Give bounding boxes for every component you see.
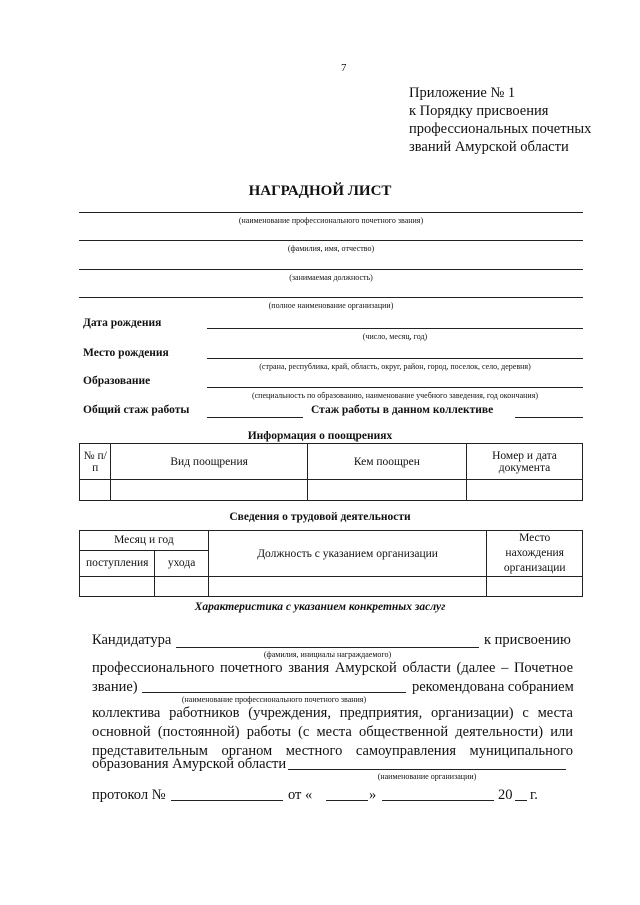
- candidacy-label: Кандидатура: [92, 632, 172, 648]
- birth-date-line[interactable]: [207, 328, 583, 329]
- organization-caption: (наименование организации): [377, 772, 477, 781]
- to-assign-label: к присвоению: [484, 632, 571, 648]
- work-cell[interactable]: [80, 577, 155, 597]
- education-caption: (специальность по образованию, наименование учебного заведения, год окончания): [251, 391, 539, 400]
- char-paragraph-4: образования Амурской области: [92, 756, 287, 772]
- protocol-number-line[interactable]: [171, 800, 283, 801]
- char-paragraph-2: основной (постоянной) работы (с места общественной деятельности) или: [92, 724, 573, 740]
- birth-place-caption: (страна, республика, край, область, округ, район, город, поселок, село, деревня): [259, 362, 531, 371]
- appendix-line-2: к Порядку присвоения: [409, 103, 549, 119]
- work-month-year-header: Месяц и год: [80, 531, 209, 551]
- honorary-title-line[interactable]: [142, 692, 406, 693]
- char-paragraph-3: представительным органом местного самоуправления муниципального: [92, 743, 573, 759]
- awards-header-cell: Кем поощрен: [307, 444, 466, 480]
- year-prefix: 20: [498, 787, 513, 803]
- org-caption: (полное наименование организации): [268, 301, 394, 310]
- birth-date-caption: (число, месяц, год): [362, 332, 428, 341]
- page-number: 7: [341, 62, 347, 74]
- quote-close: »: [369, 787, 377, 803]
- work-cell[interactable]: [155, 577, 208, 597]
- awards-cell[interactable]: [111, 480, 307, 501]
- work-cell[interactable]: [208, 577, 487, 597]
- recommended-label: рекомендована собранием: [412, 679, 574, 695]
- awards-header-cell: Номер и дата документа: [467, 444, 583, 480]
- awards-header-row: [80, 444, 583, 480]
- awards-header-cell: Вид поощрения: [111, 444, 307, 480]
- awards-cell[interactable]: [467, 480, 583, 501]
- work-start-header: поступления: [80, 550, 155, 576]
- characteristic-heading: Характеристика с указанием конкретных заслуг: [194, 601, 446, 613]
- appendix-block: [409, 84, 591, 156]
- work-empty-row: [80, 577, 583, 597]
- zvanie-label: звание): [92, 679, 138, 695]
- appendix-line-4: званий Амурской области: [409, 139, 569, 155]
- work-heading: Сведения о трудовой деятельности: [229, 511, 411, 523]
- awards-empty-row: [80, 480, 583, 501]
- from-label: от «: [288, 787, 313, 803]
- char-paragraph-1: коллектива работников (учреждения, предприятия, организации) с места: [92, 705, 573, 721]
- protocol-year-line[interactable]: [515, 800, 527, 801]
- appendix-line-3: профессиональных почетных: [409, 121, 592, 137]
- protocol-day-line[interactable]: [326, 800, 368, 801]
- organization-line[interactable]: [288, 769, 566, 770]
- position-caption: (занимаемая должность): [289, 273, 373, 282]
- protocol-label: протокол №: [92, 787, 166, 803]
- work-cell[interactable]: [487, 577, 583, 597]
- org-line[interactable]: [79, 297, 583, 298]
- awards-cell[interactable]: [307, 480, 466, 501]
- fio-caption: (фамилия, имя, отчество): [287, 244, 375, 253]
- awards-table: [79, 443, 583, 501]
- document-title: НАГРАДНОЙ ЛИСТ: [248, 183, 392, 199]
- education-label: Образование: [83, 375, 151, 387]
- protocol-month-line[interactable]: [382, 800, 494, 801]
- birth-place-label: Место рождения: [83, 347, 169, 359]
- awards-heading: Информация о поощрениях: [247, 430, 393, 442]
- char-line-2: профессионального почетного звания Амурской области (далее – Почетное: [92, 660, 573, 676]
- work-table: [79, 530, 583, 597]
- awards-cell[interactable]: [80, 480, 111, 501]
- title-name-line[interactable]: [79, 212, 583, 213]
- birth-date-label: Дата рождения: [83, 317, 162, 329]
- education-line[interactable]: [207, 387, 583, 388]
- work-end-header: ухода: [155, 550, 208, 576]
- team-exp-label: Стаж работы в данном коллективе: [311, 404, 494, 416]
- total-exp-label: Общий стаж работы: [83, 404, 190, 416]
- position-line[interactable]: [79, 269, 583, 270]
- work-position-header: Должность с указанием организации: [208, 531, 487, 577]
- total-exp-line[interactable]: [207, 417, 303, 418]
- honorary-title-caption: (наименование профессионального почетного звания): [181, 695, 367, 704]
- fio-line[interactable]: [79, 240, 583, 241]
- year-suffix: г.: [530, 787, 538, 803]
- awards-header-cell: № п/п: [80, 444, 111, 480]
- fio-initials-caption: (фамилия, инициалы награждаемого): [263, 650, 392, 659]
- work-location-header: Место нахождения организации: [487, 531, 583, 577]
- appendix-line-1: Приложение № 1: [409, 85, 516, 101]
- title-name-caption: (наименование профессионального почетного звания): [238, 216, 424, 225]
- candidate-name-line[interactable]: [176, 647, 479, 648]
- team-exp-line[interactable]: [515, 417, 583, 418]
- birth-place-line[interactable]: [207, 358, 583, 359]
